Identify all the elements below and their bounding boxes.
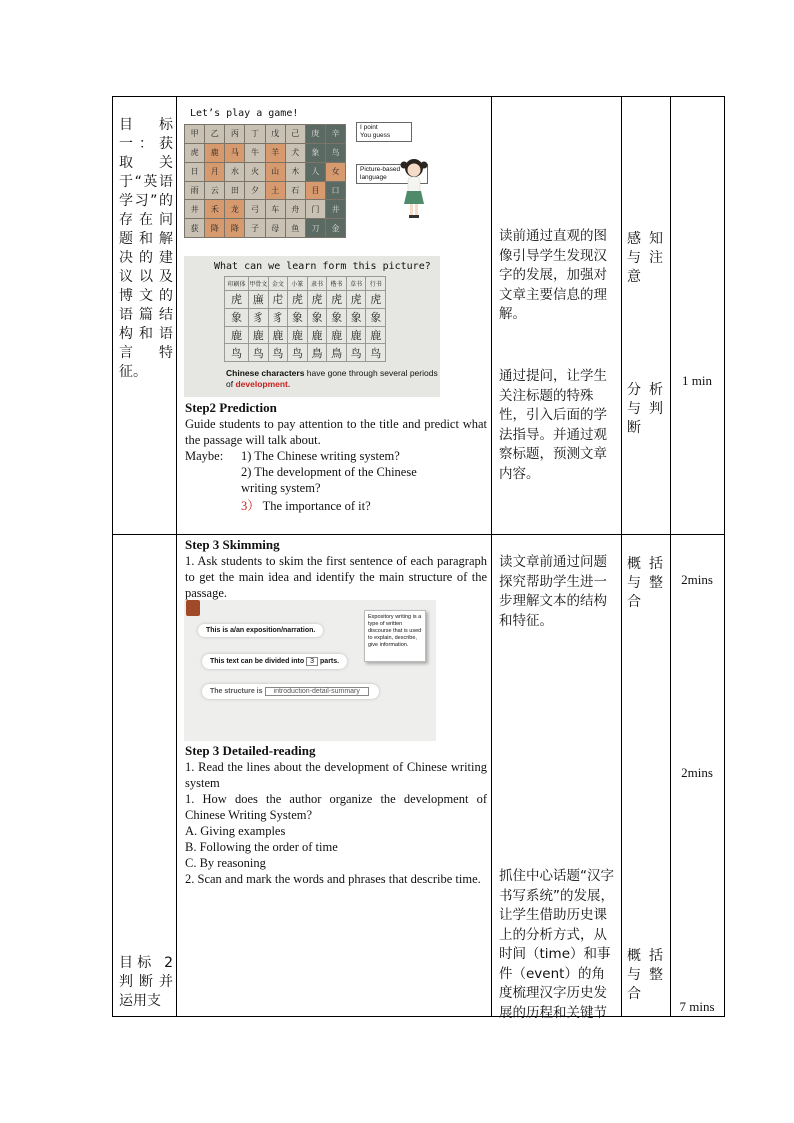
expository-note: Expository writing is a type of written discourse that is used to explain, describe, give information.	[364, 610, 426, 662]
detailed-reading-section	[185, 743, 487, 887]
table-cell: 虎	[327, 291, 347, 309]
table-cell: 鸟	[225, 344, 249, 362]
grid-character: 口	[326, 182, 345, 200]
grid-character: 火	[245, 163, 264, 181]
grid-character: 人	[306, 163, 325, 181]
grid-character: 犬	[286, 144, 305, 162]
grid-character: 夕	[245, 182, 264, 200]
table-header: 小篆	[288, 277, 308, 291]
step2-title: Step2 Prediction	[185, 400, 277, 415]
time-allocation: 2mins	[681, 765, 713, 780]
ability-2: 分析与判断	[627, 382, 671, 436]
skim-text: exposition/narration.	[246, 627, 316, 634]
grid-character: 牛	[245, 144, 264, 162]
step3-section	[185, 537, 487, 601]
skimming-slide-image	[184, 600, 436, 741]
grid-character: 刀	[306, 219, 325, 237]
picture-slide-title: What can we learn form this picture?	[214, 261, 431, 272]
table-cell: 鹿	[327, 327, 347, 345]
table-header: 甲骨文	[249, 277, 269, 291]
column-divider	[176, 97, 177, 1016]
grid-character: 降	[225, 219, 244, 237]
skim-row-type	[198, 624, 323, 637]
grid-character: 子	[245, 219, 264, 237]
skim-text: parts.	[320, 658, 340, 665]
table-cell: 象	[366, 309, 386, 327]
table-cell: 鳥	[327, 344, 347, 362]
time-allocation: 2mins	[681, 572, 713, 587]
table-cell: 鹿	[308, 327, 328, 345]
table-cell: 豸	[269, 309, 289, 327]
grid-character: 井	[185, 200, 204, 218]
maybe-label: Maybe:	[185, 449, 224, 463]
skim-answer-box: 3	[306, 657, 318, 666]
table-cell: 象	[225, 309, 249, 327]
grid-character: 马	[225, 144, 244, 162]
grid-character: 庚	[306, 125, 325, 143]
step2-section	[185, 400, 487, 514]
ability-1: 感知与注意	[627, 231, 671, 285]
grid-character: 门	[306, 200, 325, 218]
caption-bold: Chinese characters	[226, 368, 305, 378]
grid-character: 龙	[225, 200, 244, 218]
table-cell: 虎	[288, 291, 308, 309]
grid-character: 山	[266, 163, 285, 181]
skim-answer-box: introduction-detail-summary	[265, 687, 369, 696]
table-cell: 鸟	[347, 344, 367, 362]
prediction-option: writing system?	[241, 481, 321, 495]
grid-character: 乙	[205, 125, 224, 143]
detailed-reading-text: 2. Scan and mark the words and phrases that describe time.	[185, 872, 481, 886]
table-header: 隶书	[308, 277, 328, 291]
grid-character: 己	[286, 125, 305, 143]
design-intent-2: 通过提问，让学生关注标题的特殊性，引入后面的学法指导。并通过观察标题，预测文章内容。	[499, 368, 607, 482]
table-cell: 象	[288, 309, 308, 327]
grid-character: 鸟	[326, 144, 345, 162]
caption-text: have gone through several periods of	[226, 368, 438, 389]
step2-text: Guide students to pay attention to the title and predict what the passage will talk about.	[185, 417, 487, 447]
table-cell: 鸟	[366, 344, 386, 362]
time-allocation: 7 mins	[679, 999, 715, 1014]
table-cell: 鹿	[269, 327, 289, 345]
grid-character: 降	[205, 219, 224, 237]
callout-line: I point	[360, 124, 378, 131]
prediction-option: The importance of it?	[262, 499, 371, 513]
characters-evolution-image	[184, 256, 440, 397]
table-cell: 鹿	[225, 327, 249, 345]
table-cell: 鹿	[249, 327, 269, 345]
grid-character: 车	[266, 200, 285, 218]
design-intent-1: 读前通过直观的图像引导学生发现汉字的发展，加强对文章主要信息的理解。	[499, 228, 607, 322]
callout-picture-language: Picture-based language	[356, 164, 428, 184]
prediction-number: 3）	[241, 499, 260, 513]
book-icon	[186, 600, 200, 616]
table-cell: 鸟	[249, 344, 269, 362]
skim-text: This is a/an	[206, 627, 247, 634]
grid-character: 象	[306, 144, 325, 162]
grid-character: 金	[326, 219, 345, 237]
column-divider	[491, 97, 492, 1016]
prediction-option: 2) The development of the Chinese	[241, 465, 417, 479]
table-cell: 鹿	[288, 327, 308, 345]
grid-character: 丙	[225, 125, 244, 143]
table-cell: 豸	[249, 309, 269, 327]
cartoon-girl-icon	[400, 156, 428, 220]
grid-character: 鹿	[205, 144, 224, 162]
grid-character: 田	[225, 182, 244, 200]
table-cell: 虎	[225, 291, 249, 309]
grid-character: 井	[326, 200, 345, 218]
grid-character: 目	[306, 182, 325, 200]
grid-character: 木	[286, 163, 305, 181]
table-cell: 㢘	[249, 291, 269, 309]
caption-highlight: development.	[235, 379, 291, 389]
answer-option: C. By reasoning	[185, 856, 266, 870]
grid-character: 女	[326, 163, 345, 181]
detailed-reading-text: 1. Read the lines about the development of Chinese writing system	[185, 760, 487, 790]
ability-3: 概括与整合	[627, 556, 671, 610]
grid-character: 丁	[245, 125, 264, 143]
table-header: 金文	[269, 277, 289, 291]
prediction-option: 1) The Chinese writing system?	[241, 449, 400, 463]
grid-character: 戊	[266, 125, 285, 143]
game-slide-title: Let’s play a game!	[190, 108, 299, 119]
script-evolution-table	[224, 276, 386, 362]
answer-option: A. Giving examples	[185, 824, 286, 838]
table-cell: 象	[308, 309, 328, 327]
skim-text: This text can be divided into	[210, 658, 305, 665]
grid-character: 雨	[185, 182, 204, 200]
grid-character: 鱼	[286, 219, 305, 237]
detailed-reading-title: Step 3 Detailed-reading	[185, 743, 316, 758]
table-cell: 虎	[366, 291, 386, 309]
grid-character: 母	[266, 219, 285, 237]
callout-line: You guess	[360, 132, 391, 139]
grid-character: 辛	[326, 125, 345, 143]
character-grid	[184, 124, 346, 238]
table-cell: 鳥	[308, 344, 328, 362]
design-intent-4: 抓住中心话题“汉字书写系统”的发展，让学生借助历史课上的分析方式，从时间（time）和事件（event）的角度梳理汉字历史发展的历程和关键节	[499, 868, 614, 1021]
table-cell: 鹿	[347, 327, 367, 345]
design-intent-3: 读文章前通过问题探究帮助学生进一步理解文本的结构和特征。	[499, 554, 607, 629]
grid-character: 舟	[286, 200, 305, 218]
table-cell: 虎	[308, 291, 328, 309]
grid-character: 甲	[185, 125, 204, 143]
objective-1: 目标一：获取关于“英语学习”的存在问题和解决的建议以及博文的语篇结构和语言特征。	[119, 117, 173, 380]
grid-character: 虎	[185, 144, 204, 162]
skim-text: The structure is	[210, 688, 263, 695]
column-divider	[621, 97, 622, 1016]
grid-character: 日	[185, 163, 204, 181]
step3-text: 1. Ask students to skim the first sentence of each paragraph to get the main idea and identify the main structure of the passage.	[185, 554, 487, 600]
objective-2: 目标 2 判断并运用支	[119, 955, 173, 1009]
grid-character: 月	[205, 163, 224, 181]
ability-4: 概括与整合	[627, 948, 671, 1002]
grid-character: 土	[266, 182, 285, 200]
table-cell: 虎	[347, 291, 367, 309]
time-allocation: 1 min	[682, 373, 712, 388]
table-header: 行书	[366, 277, 386, 291]
skim-row-parts	[202, 654, 347, 669]
table-cell: 鹿	[366, 327, 386, 345]
answer-option: B. Following the order of time	[185, 840, 338, 854]
grid-character: 羊	[266, 144, 285, 162]
skim-row-structure	[202, 684, 379, 699]
grid-character: 弓	[245, 200, 264, 218]
table-cell: 鸟	[288, 344, 308, 362]
row-divider	[113, 534, 724, 535]
step3-title: Step 3 Skimming	[185, 537, 280, 552]
grid-character: 禾	[205, 200, 224, 218]
table-header: 印刷体	[225, 277, 249, 291]
picture-caption	[226, 368, 440, 390]
table-header: 楷书	[327, 277, 347, 291]
table-cell: 象	[347, 309, 367, 327]
callout-point-guess	[356, 122, 412, 142]
lesson-plan-table	[112, 96, 725, 1021]
table-cell: 象	[327, 309, 347, 327]
grid-character: 石	[286, 182, 305, 200]
table-cell: 虍	[269, 291, 289, 309]
table-cell: 鸟	[269, 344, 289, 362]
grid-character: 水	[225, 163, 244, 181]
grid-character: 云	[205, 182, 224, 200]
table-header: 草书	[347, 277, 367, 291]
detailed-reading-question: 1. How does the author organize the development of Chinese Writing System?	[185, 792, 487, 822]
grid-character: 获	[185, 219, 204, 237]
game-slide-image	[184, 106, 444, 238]
